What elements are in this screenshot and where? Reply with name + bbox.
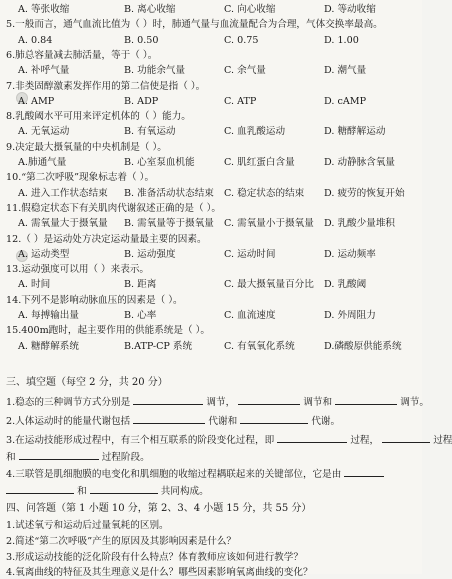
answer-option[interactable]: B. 有氧运动 <box>124 126 176 138</box>
answer-option[interactable]: C. 血乳酸运动 <box>224 126 286 138</box>
answer-option[interactable]: D. cAMP <box>324 95 367 107</box>
question-stem: 10.“第二次呼吸”现象标志着（ ）。 <box>6 172 155 184</box>
answer-option[interactable]: A. 0.84 <box>18 34 53 46</box>
answer-option[interactable]: D.磷酸原供能系统 <box>324 340 402 352</box>
answer-blank[interactable] <box>19 450 99 460</box>
question-stem: 13.运动强度可以用（ ）来表示。 <box>6 264 150 276</box>
answer-option[interactable]: D. 潮气量 <box>324 65 367 77</box>
answer-option[interactable]: C. 0.75 <box>224 34 259 46</box>
fill-question-3-cont: 和 过程阶段。 <box>6 452 150 463</box>
answer-blank[interactable] <box>344 467 384 477</box>
answer-blank[interactable] <box>133 414 205 424</box>
answer-option[interactable]: A. 运动类型 <box>18 248 70 260</box>
answer-blank[interactable] <box>6 484 74 494</box>
section3-title: 三、填空题（每空 2 分，共 20 分） <box>6 377 168 388</box>
answer-option[interactable]: B. ADP <box>124 95 159 107</box>
question-stem: 6.肺总容量减去肺活量，等于（ ）。 <box>6 49 158 61</box>
answer-blank[interactable] <box>240 414 308 424</box>
answer-option[interactable]: A.肺通气量 <box>18 157 67 168</box>
answer-option[interactable]: D. 动静脉含氧量 <box>324 157 396 168</box>
question-stem: 8.乳酸阈水平可用来评定机体的（ ）能力。 <box>6 111 191 123</box>
answer-option[interactable]: A. 补呼气量 <box>18 65 70 77</box>
answer-option[interactable]: D. 运动频率 <box>324 248 376 260</box>
essay-question: 4.氧离曲线的特征及其生理意义是什么？哪些因素影响氧离曲线的变化？ <box>6 567 313 578</box>
answer-option[interactable]: D. 等动收缩 <box>324 4 376 15</box>
question-stem: 7.非类固醇激素发挥作用的第二信使是指（ ）。 <box>6 80 206 92</box>
question-stem: 15.400m跑时，起主要作用的供能系统是（ ）。 <box>6 325 211 337</box>
question-stem: 12.（ ）是运动处方决定运动量最主要的因素。 <box>6 233 207 245</box>
answer-option[interactable]: A. 等张收缩 <box>18 4 70 15</box>
answer-option[interactable]: D. 糖酵解运动 <box>324 126 386 138</box>
answer-option[interactable]: C. 稳定状态的结束 <box>224 187 305 199</box>
answer-blank[interactable] <box>382 433 430 443</box>
answer-option[interactable]: A. 糖酵解系统 <box>18 340 79 352</box>
answer-option[interactable]: B. 准备活动状态结束 <box>124 187 214 199</box>
answer-option[interactable]: C. 最大摄氧量百分比 <box>224 279 314 291</box>
question-stem: 14.下列不是影响动脉血压的因素是（ ）。 <box>6 294 183 306</box>
essay-question: 1.试述氧亏和运动后过量氧耗的区别。 <box>6 520 169 531</box>
answer-option[interactable]: B. 功能余气量 <box>124 65 186 77</box>
answer-option[interactable]: A. 进入工作状态结束 <box>18 187 108 199</box>
fill-question-4-cont: 和 共同构成。 <box>6 484 418 498</box>
essay-question: 2.简述“第二次呼吸”产生的原因及其影响因素是什么？ <box>6 536 237 547</box>
answer-blank[interactable] <box>277 433 347 443</box>
answer-option[interactable]: C. 需氧量小于摄氧量 <box>224 218 314 230</box>
essay-question: 3.形成运动技能的泛化阶段有什么特点？体育教师应该如何进行教学？ <box>6 552 303 563</box>
answer-option[interactable]: C. 肌红蛋白含量 <box>224 157 295 168</box>
answer-option[interactable]: D. 疲劳的恢复开始 <box>324 187 405 199</box>
answer-option[interactable]: C. ATP <box>224 95 257 107</box>
answer-option[interactable]: C. 余气量 <box>224 65 266 77</box>
answer-option[interactable]: A. 时间 <box>18 279 51 291</box>
answer-option[interactable]: B.ATP-CP 系统 <box>124 340 193 352</box>
question-stem: 5.一般而言，通气血流比值为（ ）时，肺通气量与血流量配合为合理，气体交换率最高。 <box>6 19 383 31</box>
answer-option[interactable]: B. 0.50 <box>124 34 159 46</box>
section4-title: 四、问答题（第 1 小题 10 分，第 2、3、4 小题 15 分，共 55 分） <box>6 503 312 514</box>
answer-option[interactable]: C. 运动时间 <box>224 248 276 260</box>
answer-blank[interactable] <box>133 395 203 405</box>
question-stem: 9.决定最大摄氧量的中央机制是（ ）。 <box>6 141 167 153</box>
answer-option[interactable]: A. AMP <box>18 95 55 107</box>
answer-option[interactable]: A. 无氧运动 <box>18 126 70 138</box>
answer-blank[interactable] <box>90 484 158 494</box>
answer-option[interactable]: D. 乳酸少量堆积 <box>324 218 396 230</box>
answer-option[interactable]: B. 运动强度 <box>124 248 176 260</box>
answer-blank[interactable] <box>335 395 397 405</box>
answer-option[interactable]: D. 外周阻力 <box>324 310 376 321</box>
answer-option[interactable]: D. 乳酸阈 <box>324 279 367 291</box>
answer-option[interactable]: B. 距离 <box>124 279 157 291</box>
answer-option[interactable]: C. 有氧氧化系统 <box>224 340 295 352</box>
answer-option[interactable]: B. 心室泵血机能 <box>124 157 195 168</box>
fill-question-3: 3.在运动技能形成过程中，有三个相互联系的阶段变化过程，即 过程， 过程 <box>6 435 452 446</box>
answer-option[interactable]: B. 需氧量等于摄氧量 <box>124 218 214 230</box>
answer-option[interactable]: D. 1.00 <box>324 34 359 46</box>
answer-option[interactable]: A. 需氧量大于摄氧量 <box>18 218 108 230</box>
answer-option[interactable]: C. 血流速度 <box>224 310 276 321</box>
fill-question-2: 2.人体运动时的能量代谢包括 代谢和 代谢。 <box>6 416 341 427</box>
fill-question-1: 1.稳态的三种调节方式分别是 调节， 调节和 调节。 <box>6 397 429 408</box>
question-stem: 11.假稳定状态下有关肌肉代谢叙述正确的是（ ）。 <box>6 202 221 214</box>
answer-blank[interactable] <box>238 395 300 405</box>
answer-option[interactable]: B. 离心收缩 <box>124 4 176 15</box>
answer-option[interactable]: B. 心率 <box>124 310 157 321</box>
fill-question-4: 4.三联管是肌细胞膜的电变化和肌细胞的收缩过程耦联起来的关键部位，它是由 <box>6 467 418 481</box>
answer-option[interactable]: A. 每搏输出量 <box>18 310 79 321</box>
answer-option[interactable]: C. 向心收缩 <box>224 4 276 15</box>
